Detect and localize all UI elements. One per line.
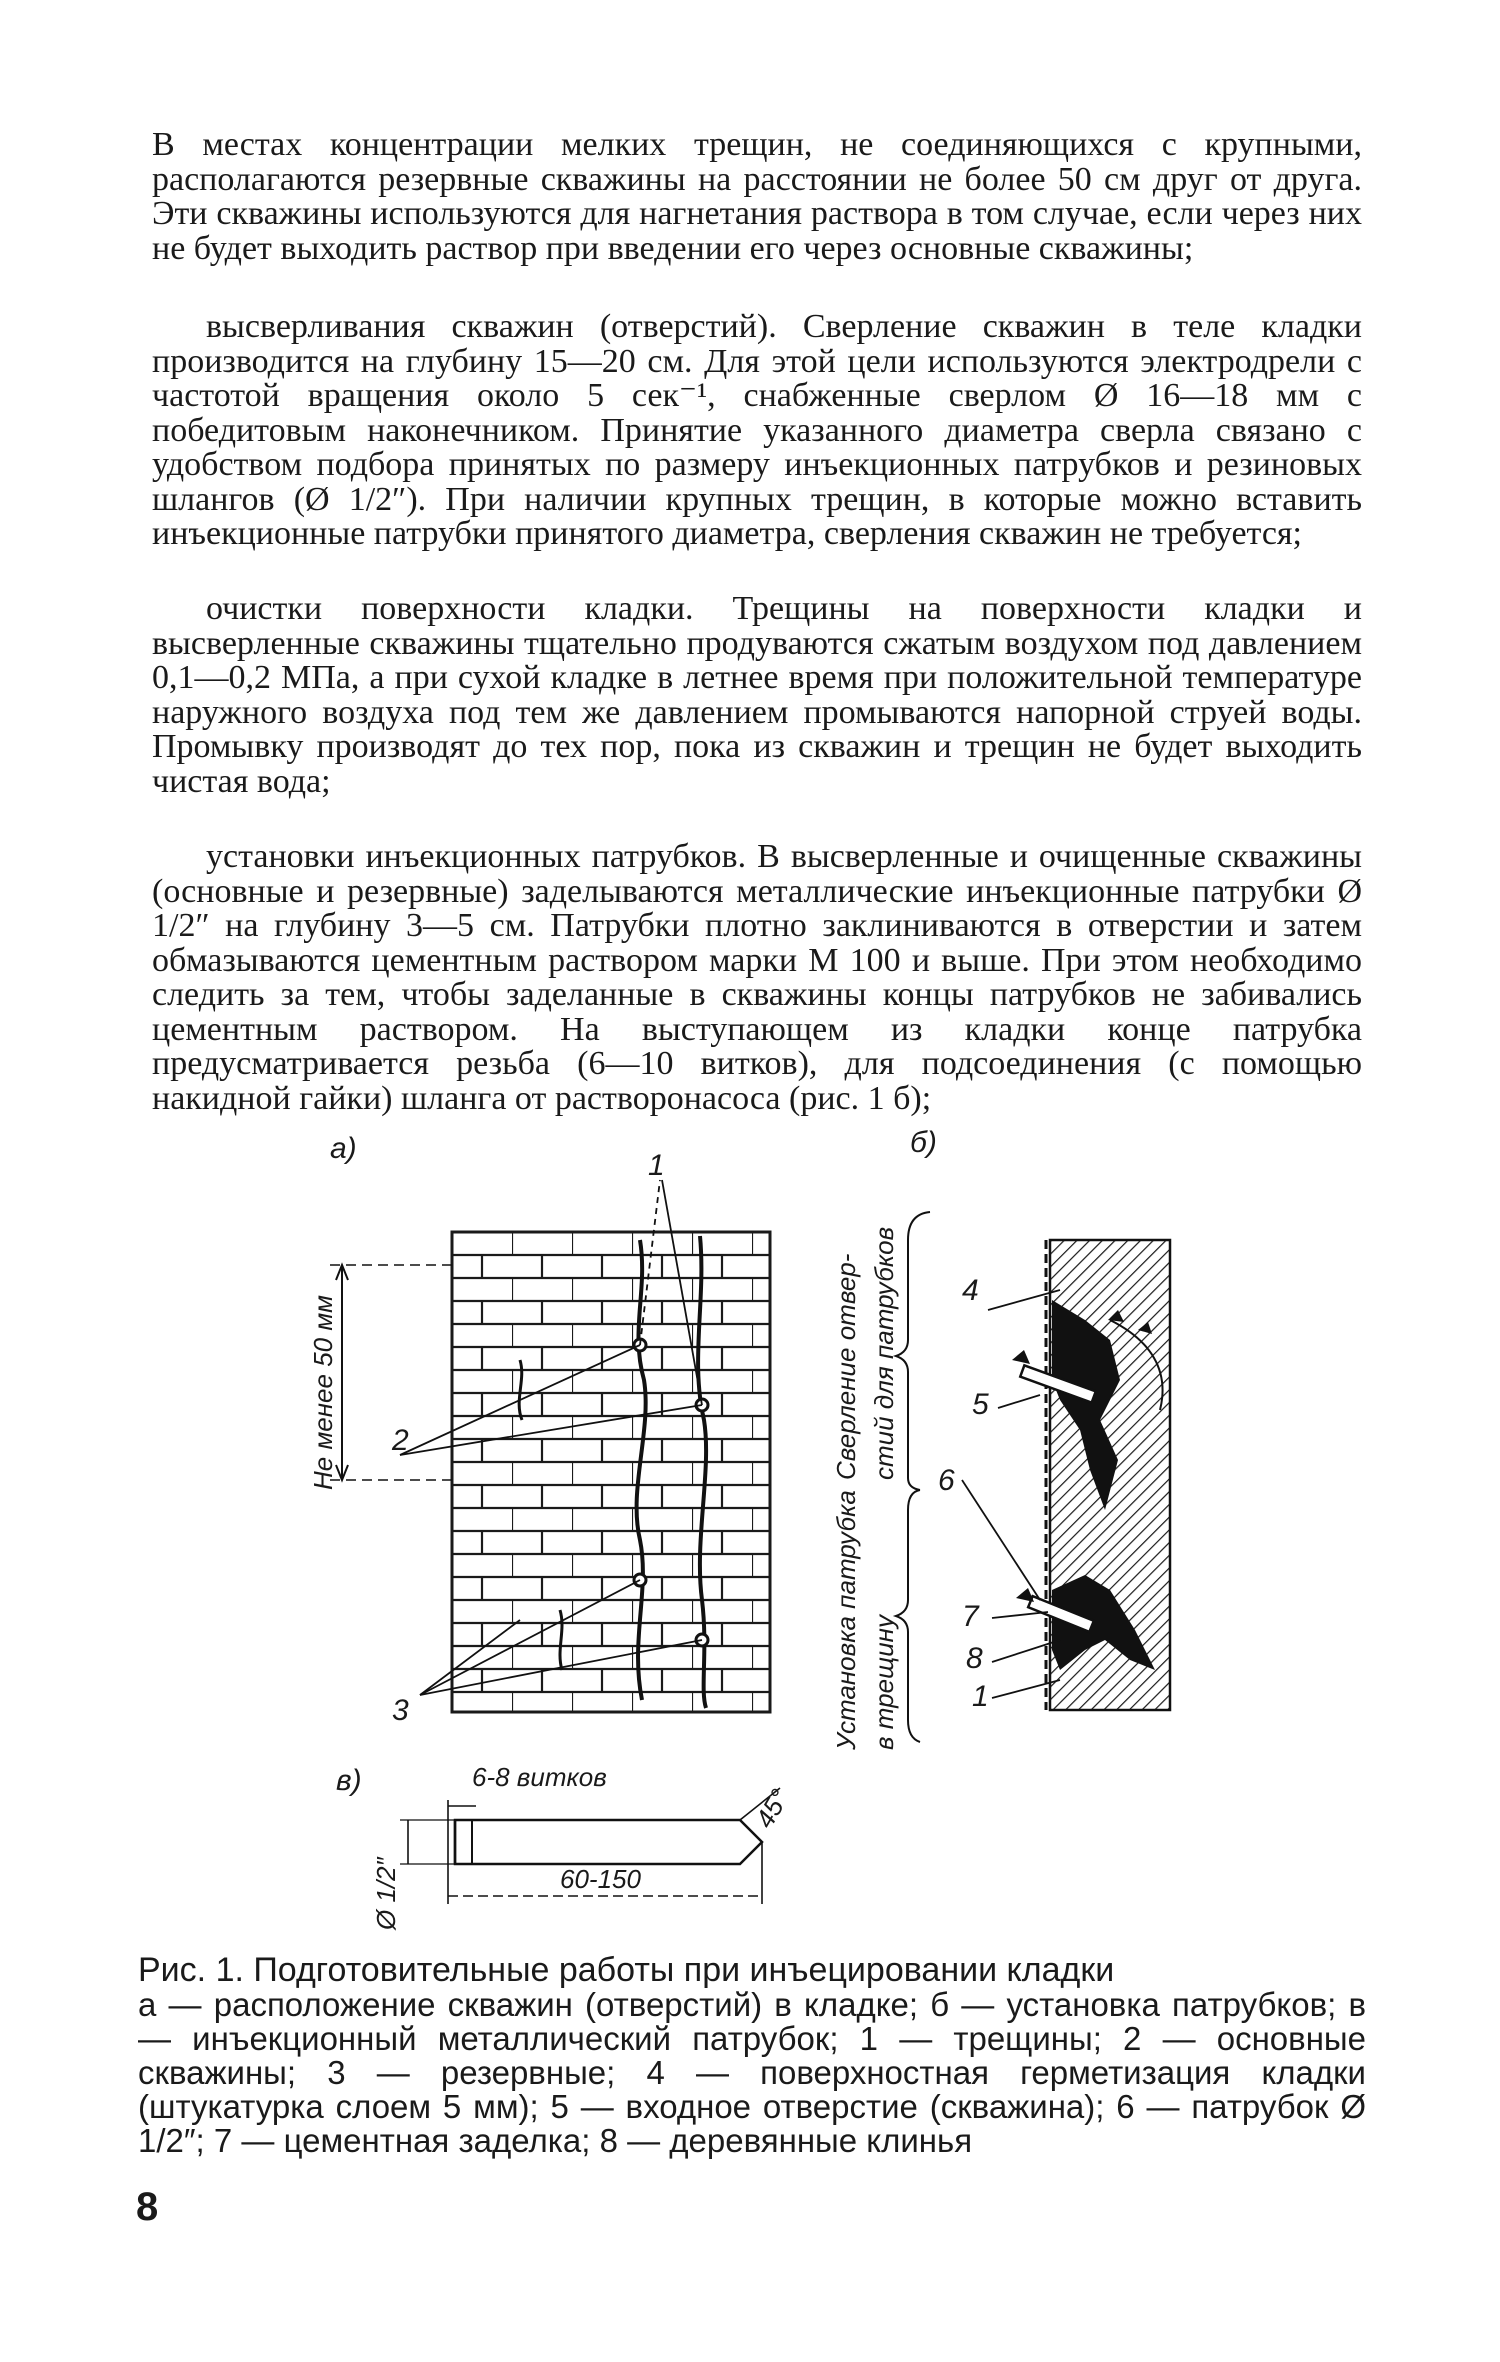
- paragraph-reserve-holes: В местах концентрации мелких трещин, не соединяющихся с крупными, располагаются резервные скважины на расстоянии не более 50 см друг от друга. Эти скважины используются для нагнетания раствора в том случае, если через них не будет выходить раствор при введении его через основные скважины;: [152, 126, 1362, 267]
- figure-caption-title: Рис. 1. Подготовительные работы при инъецировании кладки: [138, 1951, 1115, 1989]
- crack-line: [560, 1610, 562, 1670]
- paragraph-drilling: высверливания скважин (отверстий). Сверление скважин в теле кладки производится на глубину 15—20 см. Для этой цели используются электродрели с частотой вращения около 5 сек⁻¹, снабженные сверлом Ø 16—18 мм с победитовым наконечником. Принятие указанного диаметра сверла связано с удобством подбора принятых по размеру инъекционных патрубков и резиновых шлангов (Ø 1/2″). При наличии крупных трещин, в которые можно вставить инъекционные патрубки принятого диаметра, сверления скважин не требуется;: [152, 308, 1362, 552]
- callout-4-plaster: 4: [962, 1274, 979, 1307]
- angle-label: 45°: [749, 1783, 795, 1833]
- figure-part-b-label: б): [910, 1126, 937, 1159]
- figure-part-a-label: а): [330, 1132, 357, 1165]
- callout-7-cement: 7: [962, 1600, 979, 1633]
- length-label: 60-150: [560, 1864, 641, 1894]
- callout-1-crack-section: 1: [972, 1680, 989, 1713]
- page-number: 8: [136, 2185, 159, 2229]
- callout-3-reserve-hole: 3: [392, 1694, 409, 1727]
- callout-1-crack: 1: [648, 1149, 665, 1182]
- paragraph-installation: установки инъекционных патрубков. В высверленные и очищенные скважины (основные и резервные) заделываются металлические инъекционные патрубки Ø 1/2″ на глубину 3—5 см. Патрубки плотно заклиниваются в отверстии и затем обмазываются цементным раствором марки М 100 и выше. При этом необходимо следить за тем, чтобы заделанные в скважины концы патрубков не забивались цементным раствором. На выступающем из кладки конце патрубка предусматривается резьба (6—10 витков), для подсоединения (с помощью накидной гайки) шланга от растворонасоса (рис. 1 б);: [152, 838, 1362, 1117]
- paragraph-cleaning: очистки поверхности кладки. Трещины на поверхности кладки и высверленные скважины тщательно продуваются сжатым воздухом под давлением 0,1—0,2 МПа, а при сухой кладке в летнее время при положительной температуре наружного воздуха под тем же давлением промываются напорной струей воды. Промывку производят до тех пор, пока из скважин и трещин не будет выходить чистая вода;: [152, 590, 1362, 800]
- callout-8-wedges: 8: [966, 1642, 983, 1675]
- figure-caption-body: а — расположение скважин (отверстий) в кладке; б — установка патрубков; в — инъекционный металлический патрубок; 1 — трещины; 2 — основные скважины; 3 — резервные; 4 — поверхностная герметизация кладки (штукатурка слоем 5 мм); 5 — входное отверстие (скважина); 6 — патрубок Ø 1/2″; 7 — цементная заделка; 8 — деревянные клинья: [138, 1986, 1366, 2159]
- drill-note-line1: Сверление отвер-: [831, 1253, 861, 1480]
- callout-2-main-hole: 2: [392, 1424, 409, 1457]
- install-note-line2: в трещину: [869, 1615, 899, 1750]
- diameter-label: Ø 1/2″: [371, 1857, 401, 1930]
- figure-part-v-label: в): [336, 1764, 362, 1797]
- thread-turns-label: 6-8 витков: [472, 1762, 607, 1792]
- callout-5-inlet: 5: [972, 1388, 989, 1421]
- callout-6-pipe: 6: [938, 1464, 955, 1497]
- install-note-line1: Установка патрубка: [831, 1490, 861, 1750]
- drill-note-line2: стий для патрубков: [869, 1226, 899, 1480]
- dimension-min-spacing: Не менее 50 мм: [308, 1295, 338, 1490]
